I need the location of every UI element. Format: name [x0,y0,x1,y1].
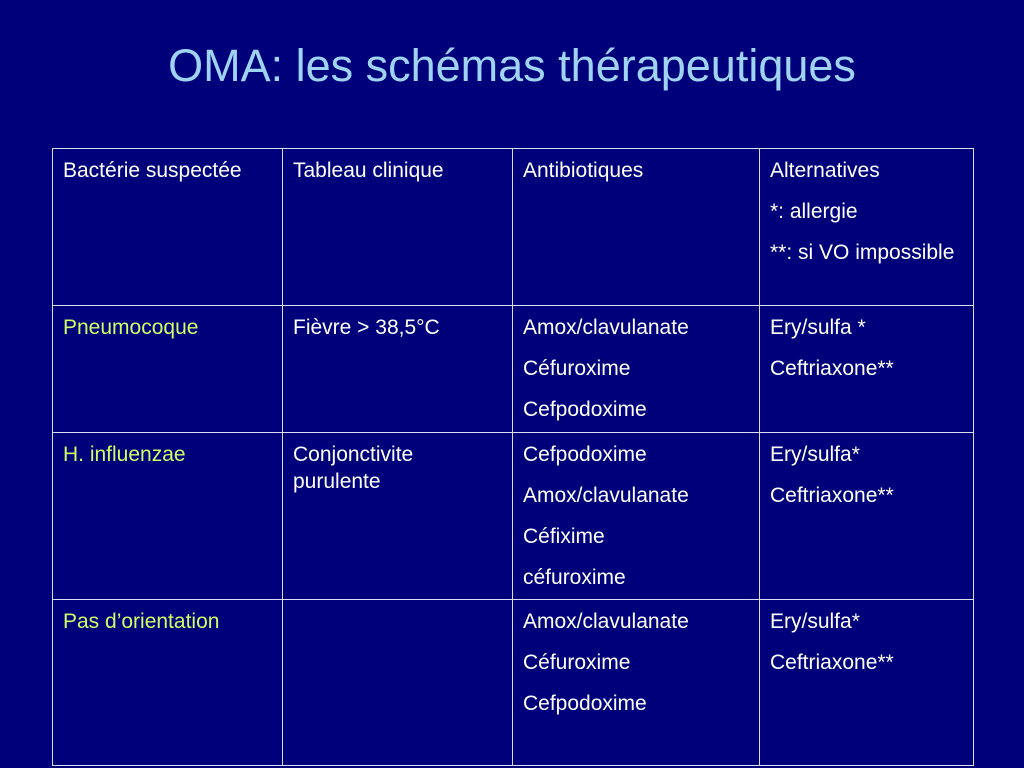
antibiotic-item: Cefpodoxime [523,443,647,466]
bacteria-name: Pneumocoque [63,316,199,339]
antibiotic-item: Céfixime [523,525,605,548]
antibiotic-item: Amox/clavulanate [523,484,689,507]
header-bacterie-label: Bactérie suspectée [63,159,242,182]
header-antibiotiques [513,149,760,306]
cell-alternatives [760,306,974,433]
antibiotic-item: Cefpodoxime [523,398,647,421]
cell-tableau [283,306,513,433]
alternative-item: Ceftriaxone** [770,484,894,507]
slide-title: OMA: les schémas thérapeutiques [168,40,856,91]
table-header-row [53,149,974,306]
cell-bacterie [53,600,283,766]
header-alternatives-note-vo: **: si VO impossible [770,241,955,264]
header-alternatives [760,149,974,306]
bacteria-name: H. influenzae [63,443,186,466]
cell-antibiotiques [513,600,760,766]
cell-alternatives [760,600,974,766]
alternative-item: Ery/sulfa* [770,610,860,633]
header-tableau-label: Tableau clinique [293,159,444,182]
clinical-picture: Fièvre > 38,5°C [293,316,440,339]
clinical-picture: Conjonctivite purulente [293,443,414,493]
antibiotic-item: Cefpodoxime [523,692,647,715]
alternative-item: Ery/sulfa* [770,443,860,466]
header-bacterie [53,149,283,306]
cell-bacterie [53,306,283,433]
cell-alternatives [760,433,974,600]
cell-tableau [283,433,513,600]
antibiotic-item: Amox/clavulanate [523,610,689,633]
cell-bacterie [53,433,283,600]
header-antibiotiques-label: Antibiotiques [523,159,644,182]
table-row [53,306,974,433]
alternative-item: Ceftriaxone** [770,357,894,380]
cell-antibiotiques [513,306,760,433]
antibiotic-item: Céfuroxime [523,651,631,674]
alternative-item: Ery/sulfa * [770,316,866,339]
table-row [53,600,974,766]
header-alternatives-label: Alternatives [770,159,880,182]
header-tableau [283,149,513,306]
antibiotic-item: Amox/clavulanate [523,316,689,339]
bacteria-name: Pas d’orientation [63,610,220,633]
antibiotic-item: Céfuroxime [523,357,631,380]
table-row [53,433,974,600]
therapy-table [52,148,974,766]
cell-antibiotiques [513,433,760,600]
cell-tableau [283,600,513,766]
alternative-item: Ceftriaxone** [770,651,894,674]
antibiotic-item: céfuroxime [523,566,626,589]
header-alternatives-note-allergie: *: allergie [770,200,858,223]
